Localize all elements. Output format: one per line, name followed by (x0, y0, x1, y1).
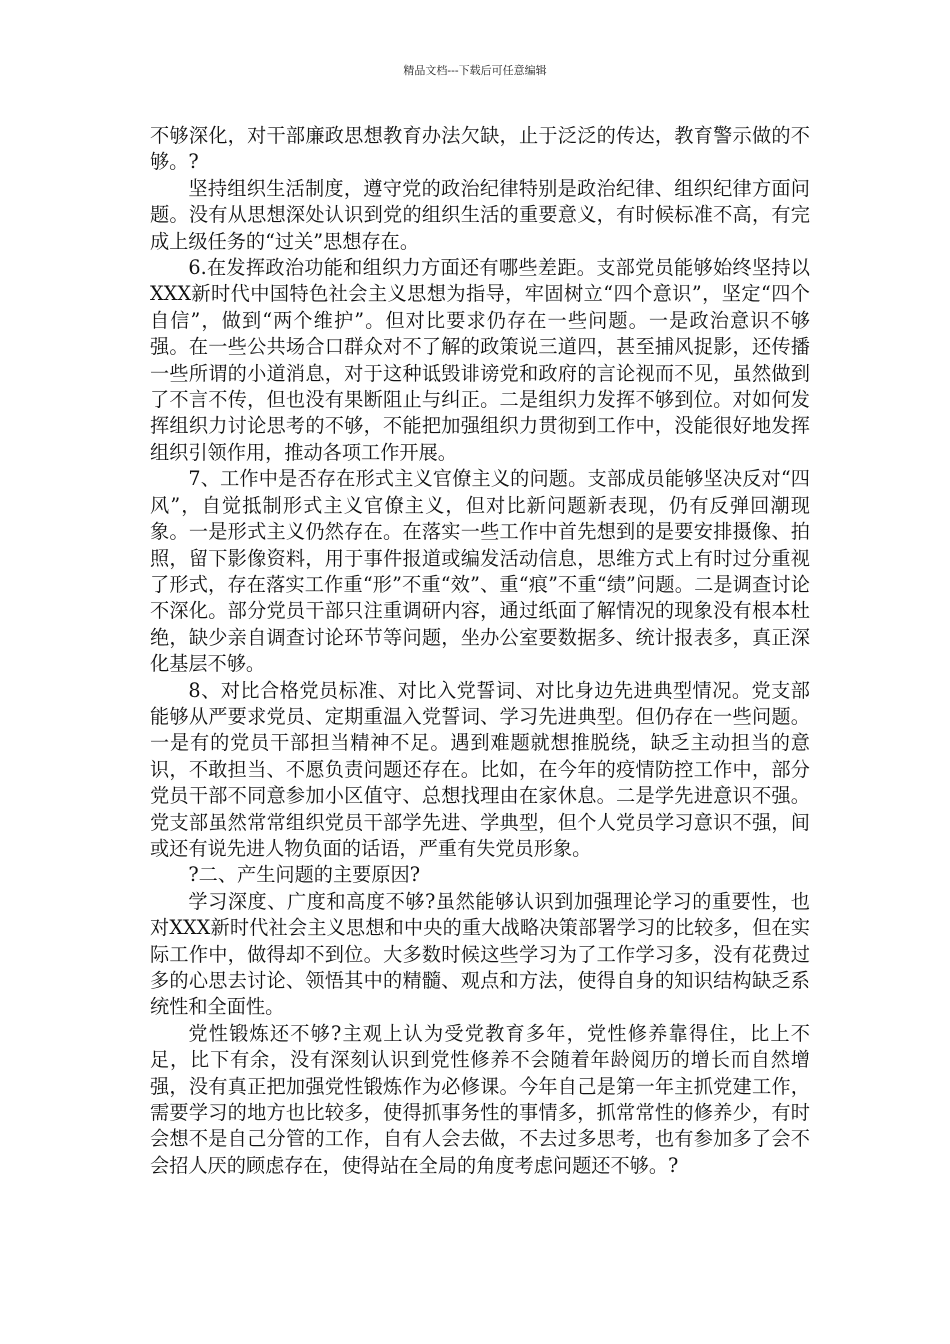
section-heading: ?二、产生问题的主要原因? (188, 863, 421, 887)
page-header: 精品文档---下载后可任意编辑 (403, 64, 547, 77)
paragraph: 不够深化，对干部廉政思想教育办法欠缺，止于泛泛的传达，教育警示做的不够。? (150, 124, 810, 174)
paragraph: 党性锻炼还不够?主观上认为受党教育多年，党性修养靠得住，比上不足，比下有余，没有深刻认识到党性修养不会随着年龄阅历的增长而自然增强，没有真正把加强党性锻炼作为必修课。今年自己是第一年主抓党建工作，需要学习的地方也比较多，使得抓事务性的事情多，抓常常性的修养少，有时会想不是自己分管的工作，自有人会去做，不去过多思考，也有参加多了会不会招人厌的顾虑存在，使得站在全局的角度考虑问题还不够。? (150, 1021, 810, 1177)
paragraph: 8、对比合格党员标准、对比入党誓词、对比身边先进典型情况。党支部能够从严要求党员、定期重温入党誓词、学习先进典型。但仍存在一些问题。一是有的党员干部担当精神不足。遇到难题就想推脱绕，缺乏主动担当的意识，不敢担当、不愿负责问题还存在。比如，在今年的疫情防控工作中，部分党员干部不同意参加小区值守、总想找理由在家休息。二是学先进意识不强。党支部虽然常常组织党员干部学先进、学典型，但个人党员学习意识不强，间或还有说先进人物负面的话语，严重有失党员形象。 (150, 678, 810, 860)
paragraph: 坚持组织生活制度，遵守党的政治纪律特别是政治纪律、组织纪律方面问题。没有从思想深处认识到党的组织生活的重要意义，有时候标准不高，有完成上级任务的“过关”思想存在。 (150, 176, 810, 253)
paragraph: 7、工作中是否存在形式主义官僚主义的问题。支部成员能够坚决反对“四风”，自觉抵制形式主义官僚主义，但对比新问题新表现，仍有反弹回潮现象。一是形式主义仍然存在。在落实一些工作中首先想到的是要安排摄像、拍照，留下影像资料，用于事件报道或编发活动信息，思维方式上有时过分重视了形式，存在落实工作重“形”不重“效”、重“痕”不重“绩”问题。二是调查讨论不深化。部分党员干部只注重调研内容，通过纸面了解情况的现象没有根本杜绝，缺少亲自调查讨论环节等问题，坐办公室要数据多、统计报表多，真正深化基层不够。 (150, 467, 810, 676)
paragraph: 学习深度、广度和高度不够?虽然能够认识到加强理论学习的重要性，也对XXX新时代社会主义思想和中央的重大战略决策部署学习的比较多，但在实际工作中，做得却不到位。大多数时候这些学习为了工作学习多，没有花费过多的心思去讨论、领悟其中的精髓、观点和方法，使得自身的知识结构缺乏系统性和全面性。 (150, 889, 810, 1019)
paragraph: 6.在发挥政治功能和组织力方面还有哪些差距。支部党员能够始终坚持以XXX新时代中国特色社会主义思想为指导，牢固树立“四个意识”，坚定“四个自信”，做到“两个维护”。但对比要求仍存在一些问题。一是政治意识不够强。在一些公共场合口群众对不了解的政策说三道四，甚至捕风捉影，还传播一些所谓的小道消息，对于这种诋毁诽谤党和政府的言论视而不见，虽然做到了不言不传，但也没有果断阻止与纠正。二是组织力发挥不够到位。对如何发挥组织力讨论思考的不够，不能把加强组织力贯彻到工作中，没能很好地发挥组织引领作用，推动各项工作开展。 (150, 256, 810, 464)
document-body (150, 123, 810, 1179)
